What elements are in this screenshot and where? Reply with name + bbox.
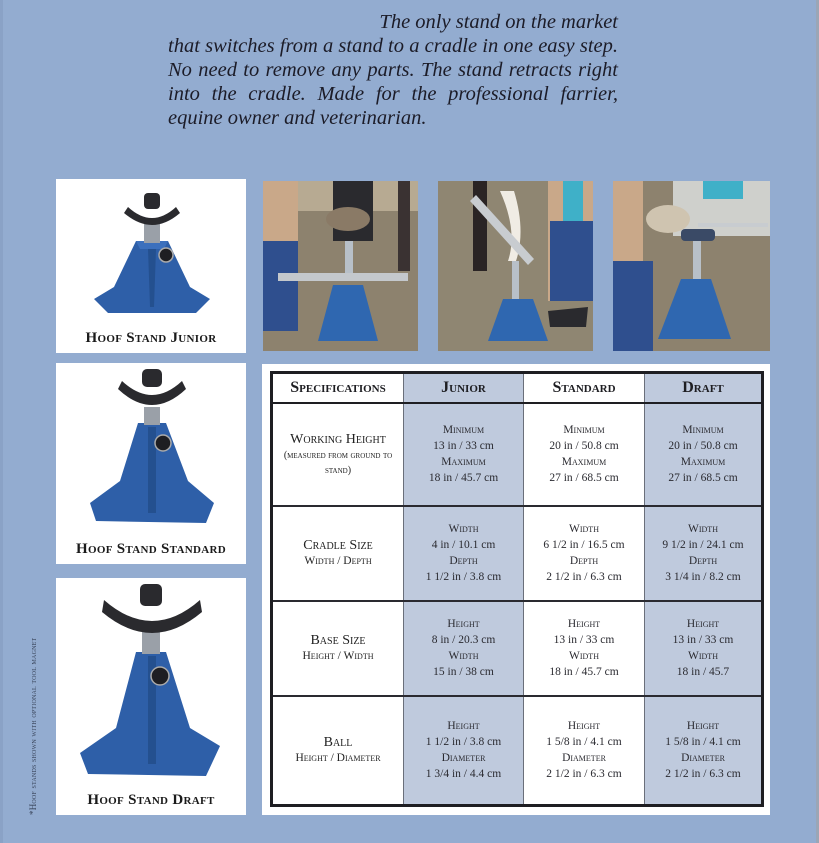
cell-junior (404, 696, 524, 806)
header-standard: Standard (524, 373, 645, 403)
intro-line: into the cradle. Made for the professional farrier, (168, 83, 618, 105)
row-title: Base Size (310, 633, 366, 648)
cell-junior (404, 601, 524, 696)
row-subtitle: (measured from ground to stand) (283, 449, 393, 476)
cell-value: 9 1/2 in / 24.1 cm (662, 539, 744, 551)
cell-key: Width (688, 523, 718, 535)
cell-value: 18 in / 45.7 cm (428, 472, 499, 484)
cell-key: Minimum (442, 424, 485, 436)
table-row-cradle-size (272, 506, 763, 601)
cell-key: Minimum (563, 424, 605, 436)
product-label-standard: Hoof Stand Standard (76, 541, 226, 557)
product-label-draft: Hoof Stand Draft (87, 792, 215, 808)
hoof-stand-junior-image (56, 179, 246, 329)
cell-value: 8 in / 20.3 cm (431, 634, 496, 646)
product-card-standard (56, 363, 246, 564)
table-row-ball (272, 696, 763, 806)
cell-value: 1 1/2 in / 3.8 cm (425, 736, 502, 749)
row-title: Working Height (290, 431, 386, 447)
header-draft: Draft (645, 373, 763, 403)
cell-key: Maximum (680, 456, 726, 468)
product-card-draft (56, 578, 246, 815)
farrier-stand-photo-image (263, 181, 418, 351)
cell-value: 2 1/2 in / 6.3 cm (665, 768, 741, 781)
intro-line: No need to remove any parts. The stand retracts right (168, 59, 618, 81)
specifications-table (270, 371, 764, 807)
header-specifications: Specifications (272, 373, 404, 403)
row-title: Ball (323, 735, 353, 751)
product-card-junior (56, 179, 246, 353)
cell-junior (404, 403, 524, 506)
cell-standard (524, 696, 645, 806)
hoof-stand-draft-image (56, 578, 246, 788)
cell-draft (645, 403, 763, 506)
row-title: Cradle Size (303, 538, 373, 553)
intro-line: that switches from a stand to a cradle in one easy step. (168, 35, 618, 57)
row-subtitle: Width / Depth (304, 555, 372, 567)
row-header (272, 696, 404, 806)
cell-key: Height (686, 720, 720, 733)
usage-photo-rasping (438, 181, 593, 351)
usage-photo-cradle (613, 181, 770, 351)
cell-key: Width (688, 650, 718, 662)
cell-value: 1 5/8 in / 4.1 cm (665, 736, 741, 749)
cell-key: Width (569, 523, 599, 535)
header-junior: Junior (404, 373, 524, 403)
table-row-base-size (272, 601, 763, 696)
cell-draft (645, 696, 763, 806)
row-subtitle: Height / Width (302, 650, 374, 662)
cell-standard (524, 403, 645, 506)
cell-key: Depth (449, 555, 478, 567)
row-header (272, 506, 404, 601)
cell-key: Minimum (682, 424, 724, 436)
cell-value: 18 in / 45.7 cm (549, 666, 619, 678)
intro-line: equine owner and veterinarian. (168, 107, 427, 129)
cell-value: 27 in / 68.5 cm (668, 472, 738, 484)
table-row-working-height (272, 403, 763, 506)
cell-value: 2 1/2 in / 6.3 cm (546, 571, 622, 583)
cell-value: 15 in / 38 cm (433, 666, 494, 678)
cell-value: 4 in / 10.1 cm (431, 539, 496, 551)
cell-value: 6 1/2 in / 16.5 cm (543, 539, 625, 551)
cell-value: 20 in / 50.8 cm (668, 440, 738, 452)
optional-magnet-note: *Hoof stands shown with optional tool magnet (28, 637, 38, 815)
cell-key: Diameter (681, 752, 725, 765)
cell-draft (645, 601, 763, 696)
farrier-cradle-photo-image (613, 181, 770, 351)
intro-paragraph (168, 10, 618, 130)
cell-key: Depth (688, 555, 718, 567)
cell-key: Width (569, 650, 599, 662)
cell-standard (524, 506, 645, 601)
cell-value: 13 in / 33 cm (433, 440, 494, 452)
cell-key: Width (448, 523, 479, 535)
cell-value: 27 in / 68.5 cm (549, 472, 619, 484)
cell-value: 2 1/2 in / 6.3 cm (546, 768, 622, 781)
cell-key: Height (447, 618, 480, 630)
cell-value: 3 1/4 in / 8.2 cm (665, 571, 741, 583)
page-edge-left (0, 0, 3, 843)
row-header (272, 403, 404, 506)
cell-value: 13 in / 33 cm (672, 634, 734, 646)
cell-value: 18 in / 45.7 (676, 666, 730, 678)
cell-value: 1 1/2 in / 3.8 cm (425, 571, 502, 583)
intro-line: The only stand on the market (379, 11, 618, 33)
specifications-panel (262, 364, 770, 815)
cell-key: Height (567, 618, 601, 630)
cell-standard (524, 601, 645, 696)
cell-key: Height (447, 720, 480, 733)
cell-key: Diameter (441, 752, 486, 765)
cell-key: Height (567, 720, 601, 733)
product-label-junior: Hoof Stand Junior (85, 330, 217, 346)
cell-draft (645, 506, 763, 601)
cell-key: Diameter (562, 752, 606, 765)
cell-value: 13 in / 33 cm (553, 634, 615, 646)
row-subtitle: Height / Diameter (295, 752, 381, 765)
cell-junior (404, 506, 524, 601)
usage-photo-tool-bar (263, 181, 418, 351)
farrier-rasping-photo-image (438, 181, 593, 351)
cell-value: 1 3/4 in / 4.4 cm (425, 768, 502, 781)
cell-key: Maximum (561, 456, 607, 468)
row-header (272, 601, 404, 696)
cell-key: Depth (569, 555, 599, 567)
cell-value: 1 5/8 in / 4.1 cm (546, 736, 622, 749)
cell-key: Maximum (441, 456, 486, 468)
cell-key: Height (686, 618, 720, 630)
hoof-stand-standard-image (56, 363, 246, 538)
cell-key: Width (448, 650, 479, 662)
cell-value: 20 in / 50.8 cm (549, 440, 619, 452)
